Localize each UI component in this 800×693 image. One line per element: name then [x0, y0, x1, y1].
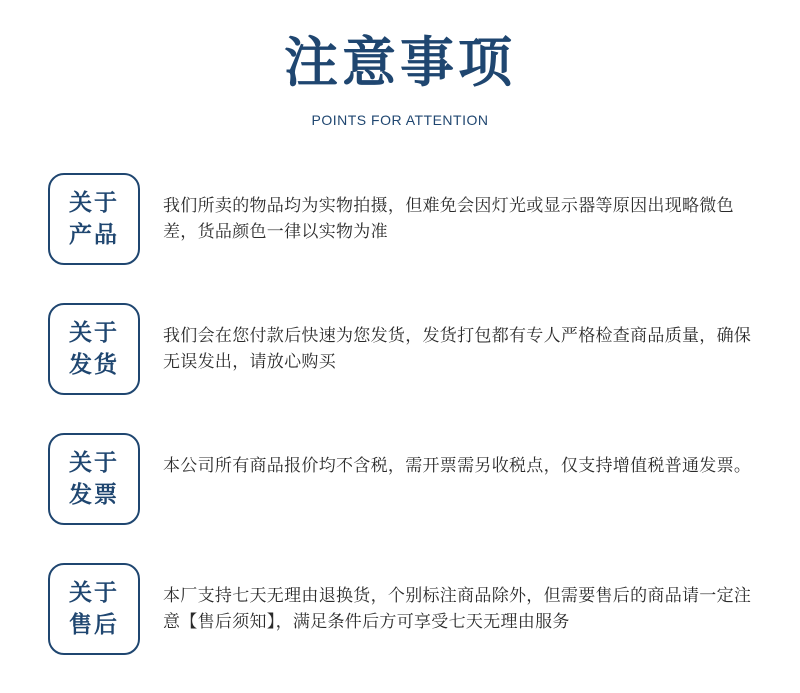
notice-badge [48, 303, 140, 395]
badge-line-2: 售后 [69, 612, 119, 638]
notice-text: 本厂支持七天无理由退换货，个别标注商品除外，但需要售后的商品请一定注意【售后须知】，满足条件后方可享受七天无理由服务 [163, 586, 752, 632]
page-title: 注意事项 [284, 31, 516, 94]
badge-line-2: 发票 [69, 482, 119, 508]
badge-line-1: 关于 [69, 580, 119, 606]
notice-item-after-sales [48, 563, 758, 655]
notice-badge [48, 563, 140, 655]
badge-line-2: 产品 [69, 222, 119, 248]
badge-line-1: 关于 [69, 450, 119, 476]
notice-item-invoice [48, 433, 758, 525]
notice-text: 我们会在您付款后快速为您发货，发货打包都有专人严格检查商品质量，确保无误发出，请放心购买 [163, 326, 752, 372]
notice-list [48, 173, 758, 693]
notice-text: 本公司所有商品报价均不含税，需开票需另收税点，仅支持增值税普通发票。 [163, 456, 752, 476]
notice-badge [48, 173, 140, 265]
badge-line-1: 关于 [69, 190, 119, 216]
notice-text: 我们所卖的物品均为实物拍摄，但难免会因灯光或显示器等原因出现略微色差，货品颜色一律以实物为准 [163, 196, 734, 242]
page-subtitle: POINTS FOR ATTENTION [311, 112, 489, 128]
badge-line-1: 关于 [69, 320, 119, 346]
notice-badge [48, 433, 140, 525]
notice-item-product [48, 173, 758, 265]
header [0, 28, 800, 128]
badge-line-2: 发货 [69, 352, 119, 378]
notice-item-shipping [48, 303, 758, 395]
